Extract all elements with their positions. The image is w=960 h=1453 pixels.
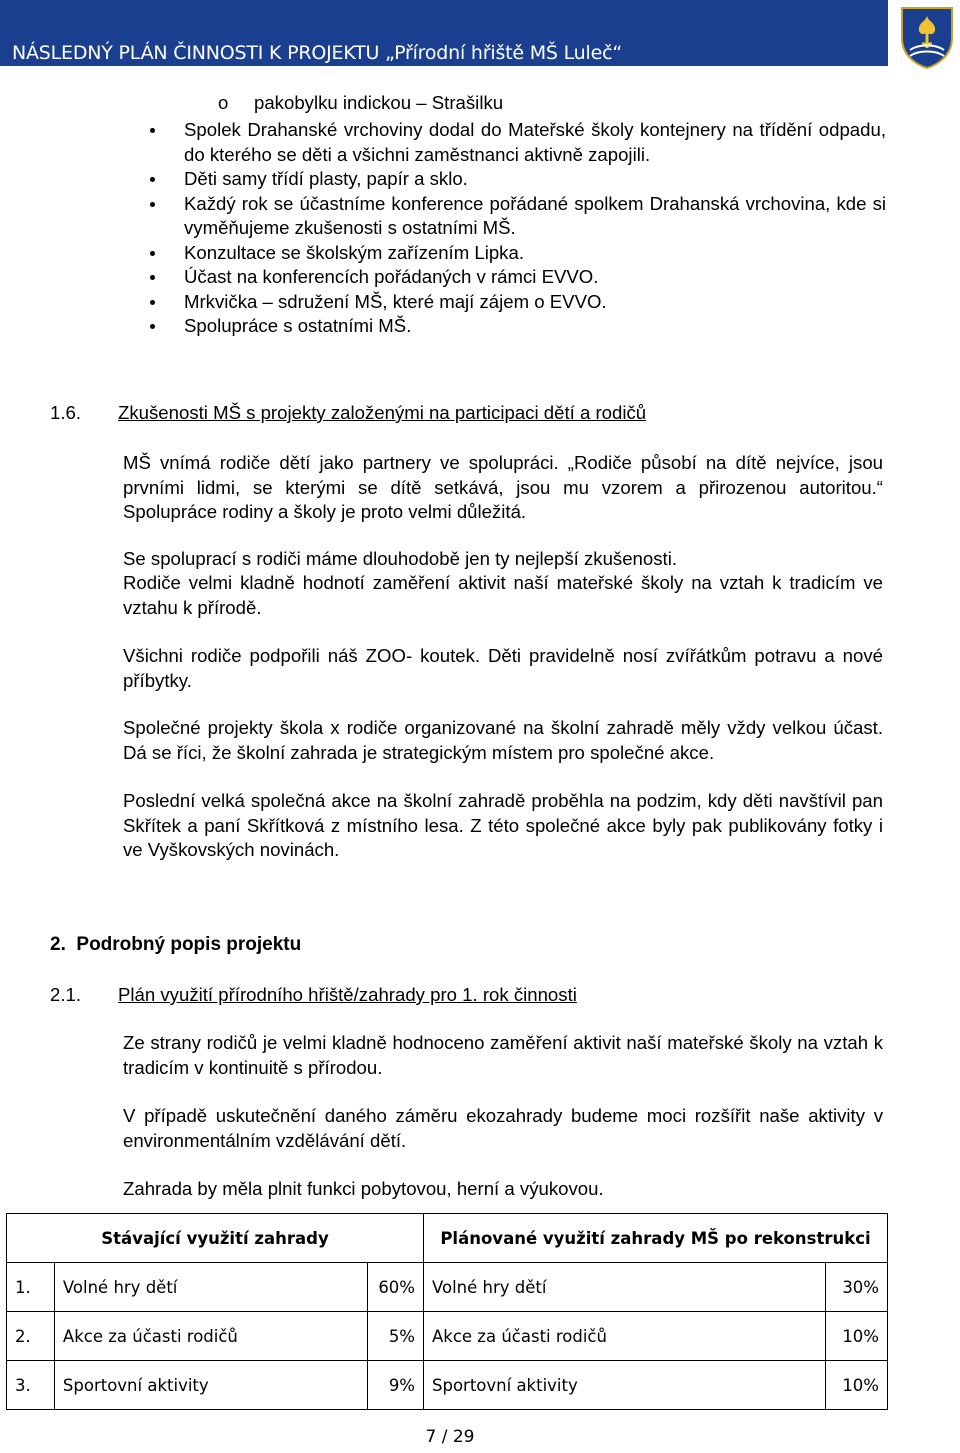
paragraph: Společné projekty škola x rodiče organizované na školní zahradě měly vždy velkou účast. Dá se říci, že školní zahrada je strategickým místem pro společné akce.: [123, 717, 883, 763]
planned-percent: 10%: [826, 1361, 888, 1410]
sub-list-item: [218, 91, 504, 116]
header-title: NÁSLEDNÝ PLÁN ČINNOSTI K PROJEKTU „Přírodní hřiště MŠ Luleč“: [12, 42, 622, 64]
page-header-bar: [0, 0, 888, 66]
row-number: 2.: [7, 1312, 55, 1361]
list-item: Každý rok se účastníme konference pořádané spolkem Drahanská vrchovina, kde si vyměňujeme zkušenosti s ostatními MŠ.: [150, 192, 886, 241]
bullet-dot: [150, 177, 155, 182]
section-title: Plán využití přírodního hřiště/zahrady pro 1. rok činnosti: [118, 984, 577, 1005]
planned-activity: Akce za účasti rodičů: [424, 1312, 826, 1361]
list-item: Konzultace se školským zařízením Lipka.: [150, 241, 886, 266]
bullet-dot: [150, 202, 155, 207]
list-item: Děti samy třídí plasty, papír a sklo.: [150, 167, 886, 192]
list-item: Spolek Drahanské vrchoviny dodal do Mateřské školy kontejnery na třídění odpadu, do kterého se děti a všichni zaměstnanci aktivně zapojili.: [150, 118, 886, 167]
current-activity: Volné hry dětí: [54, 1263, 367, 1312]
list-item: Účast na konferencích pořádaných v rámci EVVO.: [150, 265, 886, 290]
paragraph: Ze strany rodičů je velmi kladně hodnoceno zaměření aktivit naší mateřské školy na vztah k tradicím v kontinuitě s přírodou.: [123, 1032, 883, 1078]
section-heading: 2. Podrobný popis projektu: [50, 934, 302, 955]
planned-activity: Volné hry dětí: [424, 1263, 826, 1312]
paragraph: Všichni rodiče podpořili náš ZOO- koutek. Děti pravidelně nosí zvířátkům potravu a nové příbytky.: [123, 645, 883, 691]
current-activity: Sportovní aktivity: [54, 1361, 367, 1410]
bullet-dot: [150, 128, 155, 133]
planned-percent: 30%: [826, 1263, 888, 1312]
sub-item-text: pakobylku indickou – Strašilku: [254, 92, 504, 113]
paragraph: Zahrada by měla plnit funkci pobytovou, herní a výukovou.: [123, 1178, 604, 1199]
planned-percent: 10%: [826, 1312, 888, 1361]
section-number: 1.6.: [50, 402, 82, 423]
garden-usage-table: [6, 1213, 888, 1410]
current-activity: Akce za účasti rodičů: [54, 1312, 367, 1361]
table-row: [7, 1361, 888, 1410]
row-number: 1.: [7, 1263, 55, 1312]
list-item: Mrkvička – sdružení MŠ, které mají zájem o EVVO.: [150, 290, 886, 315]
current-percent: 5%: [367, 1312, 423, 1361]
section-number: 2.1.: [50, 984, 82, 1005]
sub-bullet-o: o: [218, 92, 229, 113]
current-percent: 60%: [367, 1263, 423, 1312]
bullet-dot: [150, 300, 155, 305]
row-number: 3.: [7, 1361, 55, 1410]
bullet-dot: [150, 324, 155, 329]
bullet-dot: [150, 251, 155, 256]
paragraph: Rodiče velmi kladně hodnotí zaměření aktivit naší mateřské školy na vztah k tradicím ve vztahu k přírodě.: [123, 572, 883, 618]
current-percent: 9%: [367, 1361, 423, 1410]
paragraph: Poslední velká společná akce na školní zahradě proběhla na podzim, kdy děti navštívil pan Skřítek a paní Skřítková z místního lesa. Z této společné akce byly pak publikovány fotky i ve Vyškovských novinách.: [123, 790, 883, 860]
bullet-list: [150, 118, 886, 339]
bullet-dot: [150, 275, 155, 280]
paragraph: Se spoluprací s rodiči máme dlouhodobě jen ty nejlepší zkušenosti.: [123, 548, 677, 569]
page-number: 7 / 29: [425, 1427, 475, 1447]
list-item: Spolupráce s ostatními MŠ.: [150, 314, 886, 339]
column-header-planned: Plánované využití zahrady MŠ po rekonstrukci: [424, 1214, 888, 1263]
municipal-crest-icon: [898, 4, 956, 70]
paragraph: V případě uskutečnění daného záměru ekozahrady budeme moci rozšířit naše aktivity v environmentálním vzdělávání dětí.: [123, 1105, 883, 1151]
planned-activity: Sportovní aktivity: [424, 1361, 826, 1410]
table-row: [7, 1312, 888, 1361]
paragraph: MŠ vnímá rodiče dětí jako partnery ve spolupráci. „Rodiče působí na dítě nejvíce, jsou prvními lidmi, se kterými se dítě setkává, jsou mu vzorem a přirozenou autoritou.“ Spolupráce rodiny a školy je proto velmi důležitá.: [123, 452, 883, 522]
section-title: Zkušenosti MŠ s projekty založenými na participaci dětí a rodičů: [118, 402, 647, 423]
table-header-row: [7, 1214, 888, 1263]
table-row: [7, 1263, 888, 1312]
column-header-current: Stávající využití zahrady: [7, 1214, 424, 1263]
